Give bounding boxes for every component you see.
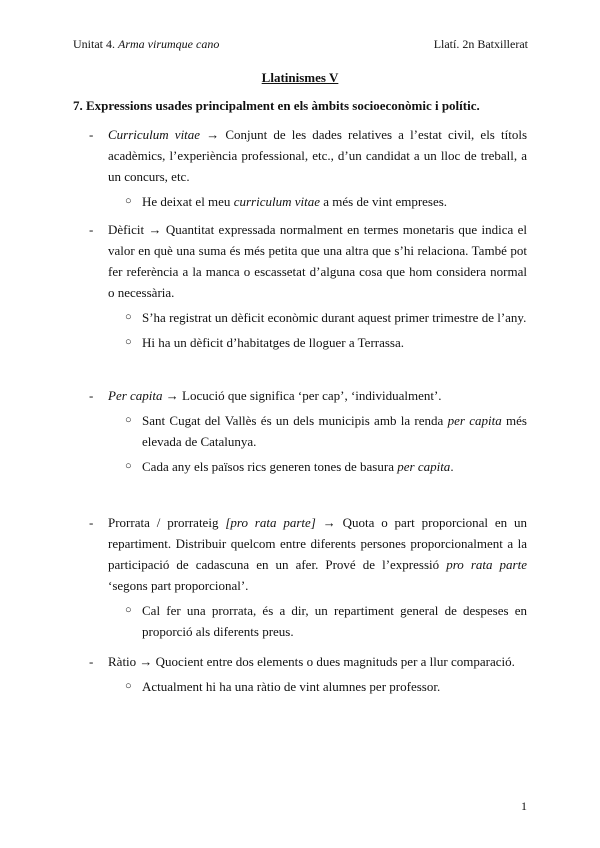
definition-text: Quota o part proporcional en un repartiment. Distribuir quelcom entre diferents persones proporcionalment a la participació de cadascuna en un afer. Prové de l’expressió <box>108 515 528 572</box>
example-text: Cada any els països rics generen tones de basura <box>142 459 398 474</box>
entry-curriculum-vitae <box>89 124 527 212</box>
arrow-icon: → <box>206 127 220 142</box>
example-item <box>125 332 527 353</box>
example-text: . <box>450 459 454 474</box>
entry-definition <box>108 124 527 187</box>
header-unit-title: Arma virumque cano <box>118 37 220 51</box>
page-number: 1 <box>521 799 527 813</box>
example-italic: per capita <box>397 459 451 474</box>
definition-text: Conjunt de les dades relatives a l’estat civil, els títols acadèmics, l’experiència professional, etc., d’un candidat a un lloc de treball, a un concurs, etc. <box>108 127 528 184</box>
entry-term: Ràtio <box>108 654 137 669</box>
definition-text: Quocient entre dos elements o dues magnituds per a llur comparació. <box>155 654 515 669</box>
definition-text: Quantitat expressada normalment en termes monetaris que indica el valor en què una suma és més petita que una altra que s’hi relaciona. També pot fer referència a la manca o escassetat d’alguna cosa que hom considera normal o necessària. <box>108 222 527 300</box>
entry-term: Per capita <box>108 388 163 403</box>
page-title: Llatinismes V <box>261 70 339 85</box>
entry-definition <box>108 219 527 303</box>
section-heading: 7. Expressions usades principalment en els àmbits socioeconòmic i polític. <box>73 98 480 113</box>
example-text: Actualment hi ha una ràtio de vint alumnes per professor. <box>142 679 441 694</box>
definition-text: ‘segons part proporcional’. <box>108 578 249 593</box>
example-text: més elevada de Catalunya. <box>142 413 527 449</box>
entry-term: Dèficit <box>108 222 145 237</box>
example-text: Cal fer una prorrata, és a dir, un repartiment general de despeses en proporció als diferents preus. <box>142 603 527 639</box>
dash-marker: - <box>89 388 94 403</box>
arrow-icon: → <box>322 515 336 530</box>
example-text: Sant Cugat del Vallès és un dels municipis amb la renda <box>142 413 448 428</box>
example-item <box>125 410 527 452</box>
header-unit-prefix: Unitat 4. <box>73 37 115 51</box>
entry-definition <box>108 512 527 596</box>
example-item <box>125 191 527 212</box>
example-item <box>125 600 527 642</box>
entry-definition <box>108 651 527 672</box>
entry-term: Curriculum vitae <box>108 127 201 142</box>
example-italic: curriculum vitae <box>233 194 320 209</box>
bullet-icon: ○ <box>125 336 132 348</box>
arrow-icon: → <box>165 388 179 403</box>
entry-term-latin: [pro rata parte] <box>225 515 316 530</box>
dash-marker: - <box>89 654 94 669</box>
example-item <box>125 676 527 697</box>
arrow-icon: → <box>139 654 153 669</box>
example-text: S’ha registrat un dèficit econòmic durant aquest primer trimestre de l’any. <box>142 310 527 325</box>
header-course: Llatí. 2n Batxillerat <box>433 37 528 51</box>
entry-definition <box>108 385 527 406</box>
example-text: He deixat el meu <box>142 194 234 209</box>
bullet-icon: ○ <box>125 195 132 207</box>
entry-prorrata <box>89 512 527 642</box>
entry-term: Prorrata / prorrateig <box>108 515 226 530</box>
example-text: Hi ha un dèficit d’habitatges de lloguer a Terrassa. <box>142 335 405 350</box>
definition-text: Locució que significa ‘per cap’, ‘individualment’. <box>182 388 442 403</box>
bullet-icon: ○ <box>125 460 132 472</box>
entry-ratio <box>89 651 527 697</box>
entry-per-capita <box>89 385 527 477</box>
example-italic: per capita <box>447 413 502 428</box>
bullet-icon: ○ <box>125 604 132 616</box>
entry-deficit <box>89 219 527 353</box>
dash-marker: - <box>89 222 94 237</box>
bullet-icon: ○ <box>125 311 132 323</box>
dash-marker: - <box>89 515 94 530</box>
example-item <box>125 456 527 477</box>
example-text: a més de vint empreses. <box>319 194 448 209</box>
definition-italic: pro rata parte <box>446 557 527 572</box>
arrow-icon: → <box>148 222 162 237</box>
example-item <box>125 307 527 328</box>
header-unit <box>73 37 219 52</box>
dash-marker: - <box>89 127 94 142</box>
bullet-icon: ○ <box>125 414 132 426</box>
bullet-icon: ○ <box>125 680 132 692</box>
